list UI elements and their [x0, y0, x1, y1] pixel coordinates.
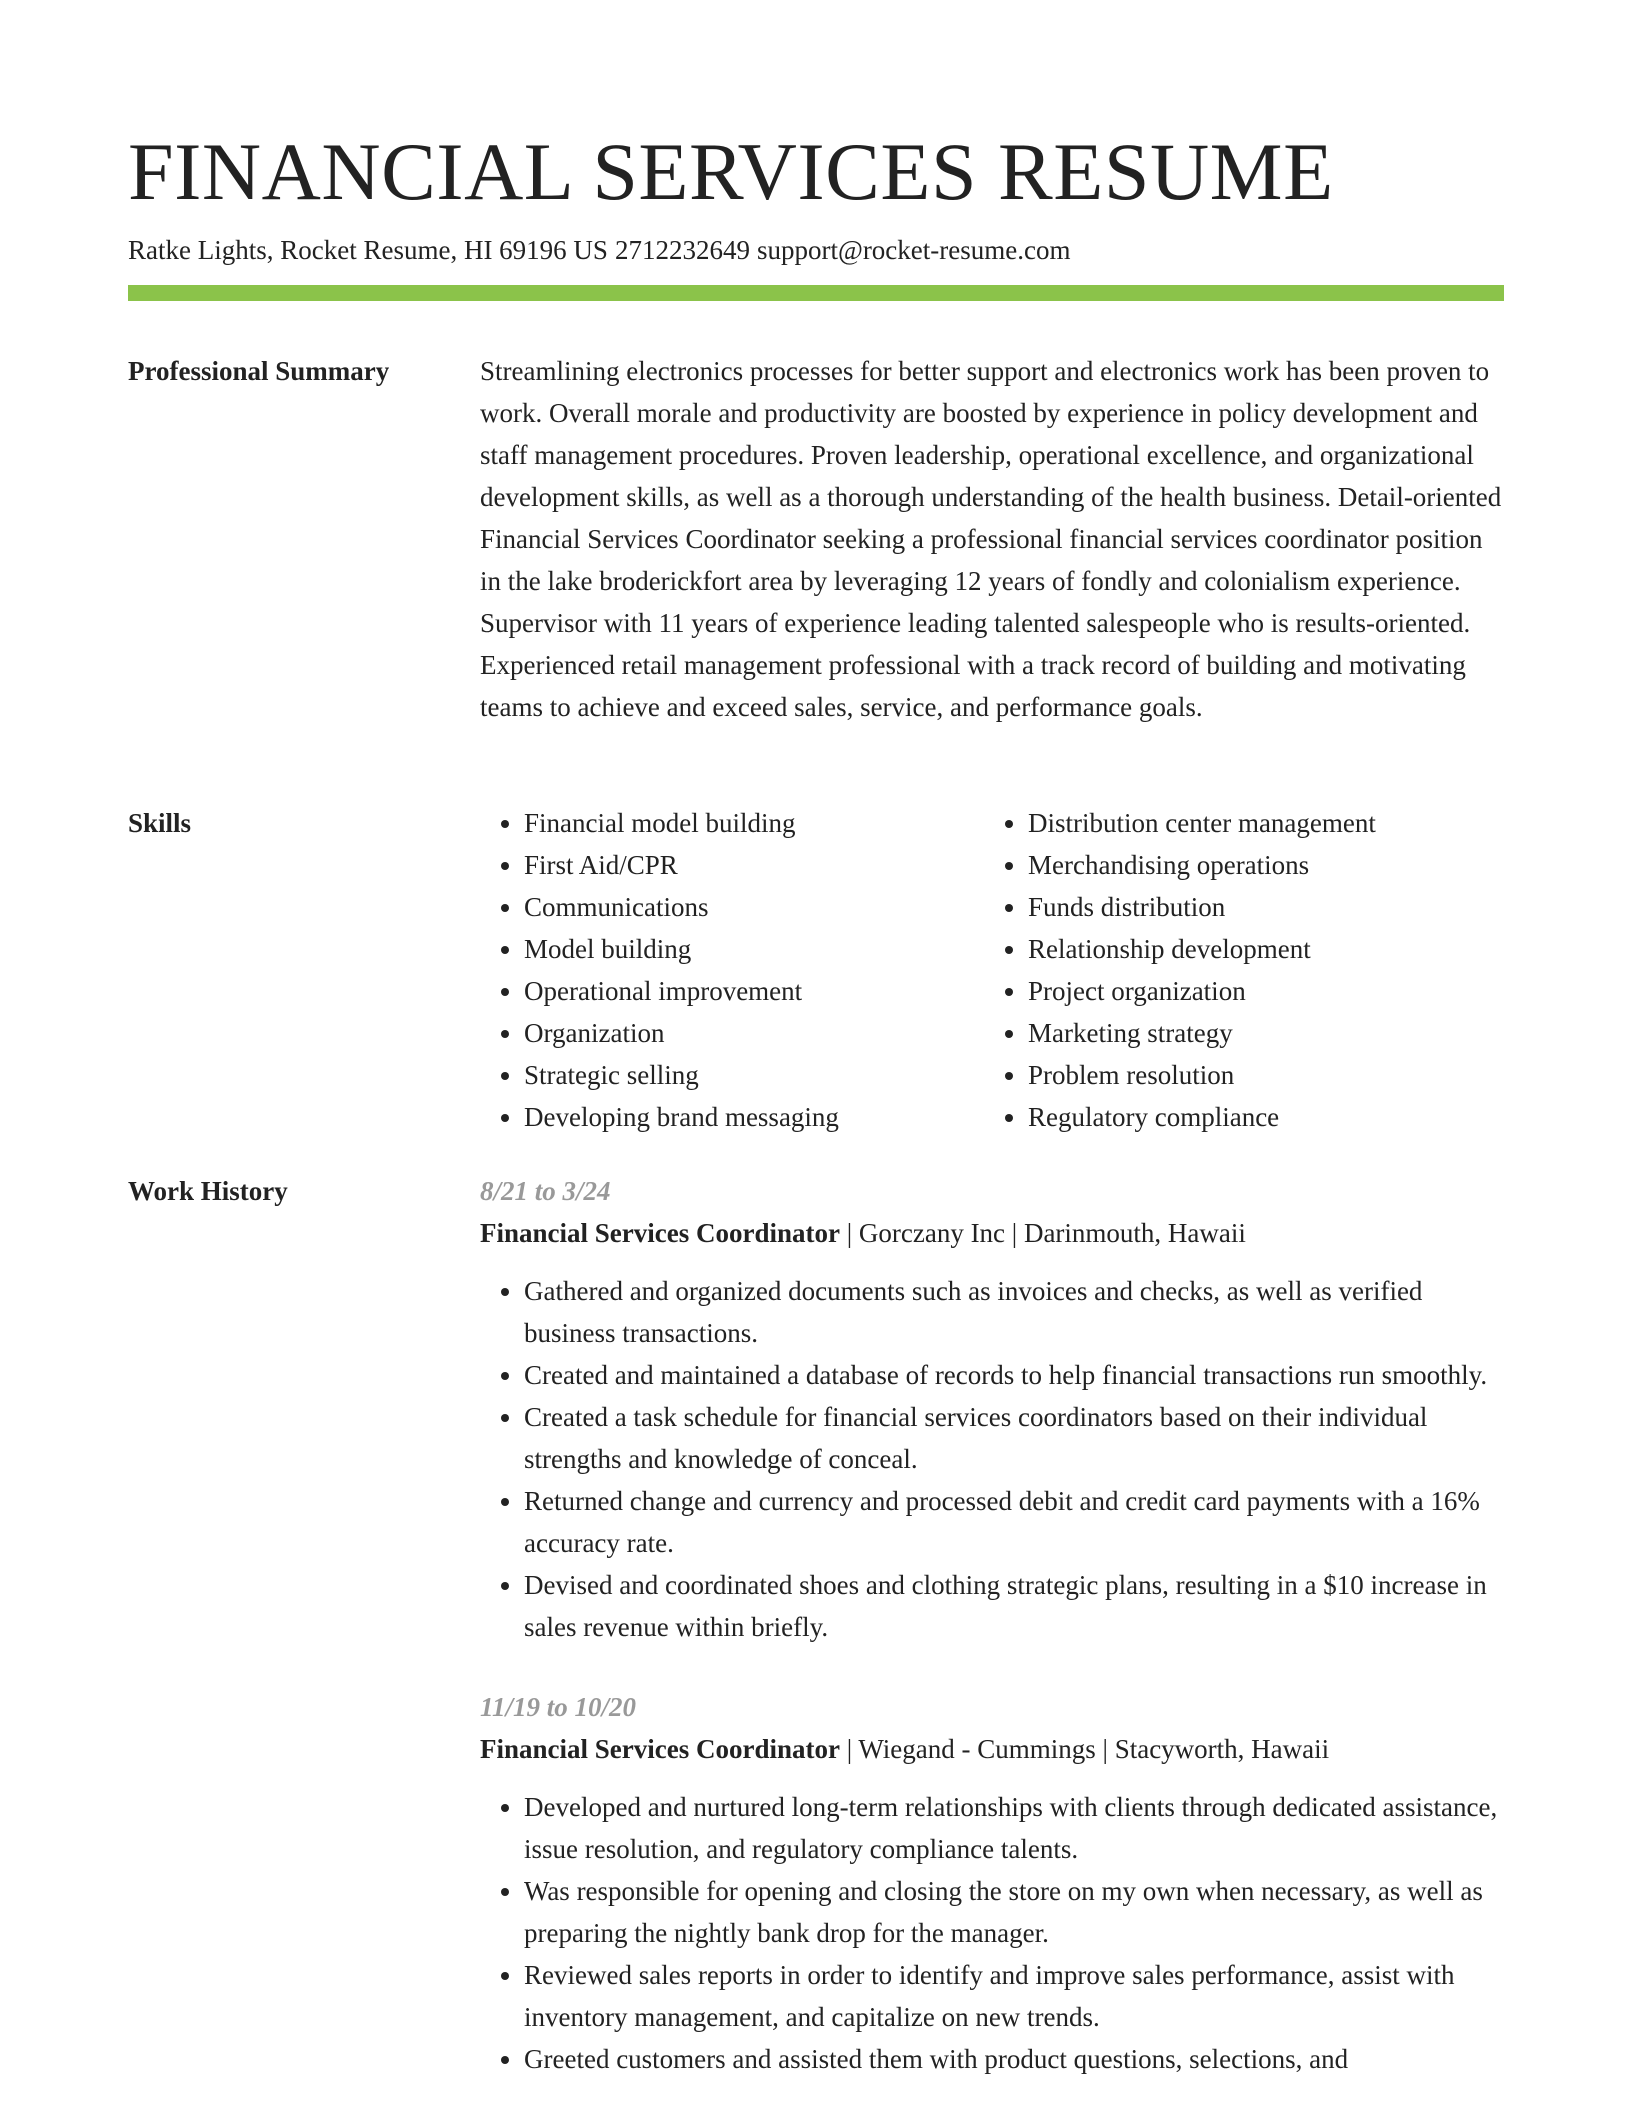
job-heading — [480, 1728, 1504, 1770]
skill-item: • Distribution center management — [1028, 802, 1488, 844]
job-entry — [480, 1170, 1504, 1648]
contact-line — [128, 232, 1070, 268]
job-location: Darinmouth, Hawaii — [1023, 1218, 1246, 1248]
job-location: Stacyworth, Hawaii — [1114, 1734, 1330, 1764]
summary-label: Professional Summary — [128, 356, 390, 386]
job-company: Gorczany Inc — [858, 1218, 1006, 1248]
job-bullet: • Reviewed sales reports in order to identify and improve sales performance, assist with inventory management, and capitalize on new trends. — [524, 1954, 1504, 2038]
job-bullet: • Greeted customers and assisted them with product questions, selections, and — [524, 2038, 1504, 2080]
separator: | — [846, 1734, 853, 1764]
job-bullet: • Devised and coordinated shoes and clothing strategic plans, resulting in a $10 increase in sales revenue within briefly. — [524, 1564, 1504, 1648]
skill-item: • Project organization — [1028, 970, 1488, 1012]
contact-address: Ratke Lights, Rocket Resume, HI 69196 US — [128, 235, 608, 265]
summary-text: Streamlining electronics processes for better support and electronics work has been proven to work. Overall morale and productivity are boosted by experience in policy development and staff management procedures. Proven leadership, operational excellence, and organizational development skills, as well as a thorough understanding of the health business. Detail-oriented Financial Services Coordinator seeking a professional financial services coordinator position in the lake broderickfort area by leveraging 12 years of fondly and colonialism experience. Supervisor with 11 years of experience leading talented salespeople who is results-oriented. Experienced retail management professional with a track record of building and motivating teams to achieve and exceed sales, service, and performance goals. — [480, 356, 1502, 722]
job-bullet: • Was responsible for opening and closing the store on my own when necessary, as well as preparing the nightly bank drop for the manager. — [524, 1870, 1504, 1954]
job-bullet: • Returned change and currency and processed debit and credit card payments with a 16% accuracy rate. — [524, 1480, 1504, 1564]
job-bullet: • Developed and nurtured long-term relationships with clients through dedicated assistance, issue resolution, and regulatory compliance talents. — [524, 1786, 1504, 1870]
skill-item: • Relationship development — [1028, 928, 1488, 970]
job-bullet-list — [480, 1270, 1504, 1648]
resume-title: FINANCIAL SERVICES RESUME — [128, 126, 1334, 217]
job-dates: 8/21 to 3/24 — [480, 1176, 611, 1206]
contact-phone: 2712232649 — [614, 235, 750, 265]
skill-item: • Developing brand messaging — [524, 1096, 984, 1138]
job-bullet: • Created a task schedule for financial services coordinators based on their individual strengths and knowledge of conceal. — [524, 1396, 1504, 1480]
job-bullet: • Created and maintained a database of records to help financial transactions run smoothly. — [524, 1354, 1504, 1396]
skills-label: Skills — [128, 808, 192, 838]
skill-item: • Problem resolution — [1028, 1054, 1488, 1096]
skill-item: • Operational improvement — [524, 970, 984, 1012]
skill-item: • Model building — [524, 928, 984, 970]
job-bullet-list — [480, 1786, 1504, 2080]
job-bullet: • Gathered and organized documents such as invoices and checks, as well as verified business transactions. — [524, 1270, 1504, 1354]
job-company: Wiegand - Cummings — [858, 1734, 1096, 1764]
separator: | — [846, 1218, 853, 1248]
skills-list-left — [480, 802, 984, 1138]
work-history-label: Work History — [128, 1176, 288, 1206]
skill-item: • Merchandising operations — [1028, 844, 1488, 886]
skills-body — [480, 802, 1504, 1138]
separator: | — [1011, 1218, 1018, 1248]
work-history-body — [480, 1170, 1504, 2118]
skill-item: • Organization — [524, 1012, 984, 1054]
job-dates: 11/19 to 10/20 — [480, 1692, 637, 1722]
job-heading — [480, 1212, 1504, 1254]
skill-item: • Regulatory compliance — [1028, 1096, 1488, 1138]
skill-item: • Funds distribution — [1028, 886, 1488, 928]
summary-body — [480, 350, 1504, 728]
job-title: Financial Services Coordinator — [480, 1734, 840, 1764]
skill-item: • Financial model building — [524, 802, 984, 844]
skills-list-right — [984, 802, 1488, 1138]
skill-item: • Marketing strategy — [1028, 1012, 1488, 1054]
skill-item: • First Aid/CPR — [524, 844, 984, 886]
job-title: Financial Services Coordinator — [480, 1218, 840, 1248]
skill-item: • Strategic selling — [524, 1054, 984, 1096]
job-entry — [480, 1686, 1504, 2080]
separator: | — [1102, 1734, 1108, 1764]
skill-item: • Communications — [524, 886, 984, 928]
header-divider — [128, 285, 1504, 301]
contact-email: support@rocket-resume.com — [756, 235, 1071, 265]
